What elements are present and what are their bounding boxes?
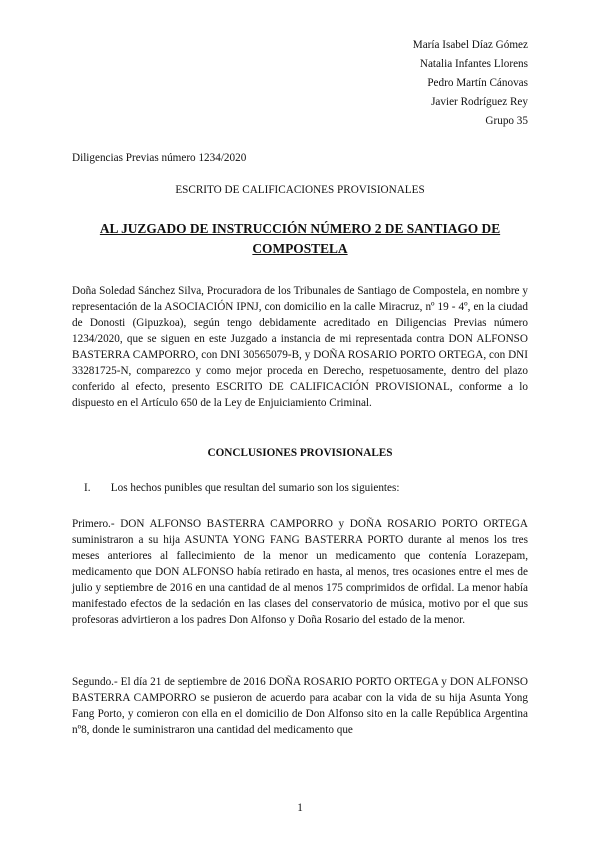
numbered-item bbox=[84, 480, 399, 496]
author-list bbox=[413, 36, 528, 131]
document-title: ESCRITO DE CALIFICACIONES PROVISIONALES bbox=[175, 184, 425, 196]
author-name: Javier Rodríguez Rey bbox=[431, 96, 528, 108]
court-heading: AL JUZGADO DE INSTRUCCIÓN NÚMERO 2 DE SANTIAGO DE COMPOSTELA bbox=[99, 221, 501, 256]
item-number: I. bbox=[84, 482, 91, 494]
author-name: María Isabel Díaz Gómez bbox=[412, 39, 528, 51]
author-name: Pedro Martín Cánovas bbox=[427, 77, 528, 89]
page-number: 1 bbox=[297, 802, 303, 814]
group-label: Grupo 35 bbox=[485, 115, 528, 127]
intro-paragraph: Doña Soledad Sánchez Silva, Procuradora de los Tribunales de Santiago de Compostela, en nombre y representación de la ASOCIACIÓN IPNJ, con domicilio en la calle Miracruz, nº 19 - 4º, en la ciudad de Donosti (Gipuzkoa), según tengo debidamente acreditado en Diligencias Previas número 1234/2020, que se siguen en este Juzgado a instancia de mi representada contra DON ALFONSO BASTERRA CAMPORRO, con DNI 30565079-B, y DOÑA ROSARIO PORTO ORTEGA, con DNI 33281725-N, comparezco y como mejor proceda en Derecho, respetuosamente, dentro del plazo conferido al efecto, presento ESCRITO DE CALIFICACIÓN PROVISIONAL, conforme a lo dispuesto en el Artículo 650 de la Ley de Enjuiciamiento Criminal. bbox=[72, 285, 528, 409]
section-heading: CONCLUSIONES PROVISIONALES bbox=[207, 447, 393, 459]
case-reference: Diligencias Previas número 1234/2020 bbox=[72, 152, 247, 164]
segundo-paragraph: Segundo.- El día 21 de septiembre de 2016 DOÑA ROSARIO PORTO ORTEGA y DON ALFONSO BASTERRA CAMPORRO se pusieron de acuerdo para acabar con la vida de su hija Asunta Yong Fang Porto, y comieron con ella en el domicilio de Don Alfonso sito en la calle República Argentina nº8, donde le suministraron una cantidad del medicamento que bbox=[72, 676, 528, 736]
author-name: Natalia Infantes Llorens bbox=[419, 58, 528, 70]
primero-paragraph: Primero.- DON ALFONSO BASTERRA CAMPORRO y DOÑA ROSARIO PORTO ORTEGA suministraron a su hija ASUNTA YONG FANG BASTERRA PORTO durante al menos los tres meses anteriores al fallecimiento de la menor un medicamento que contenía Lorazepam, medicamento que DON ALFONSO había retirado en hasta, al menos, tres ocasiones entre el mes de julio y septiembre de 2016 en una cantidad de al menos 175 comprimidos de orfidal. La menor había manifestado efectos de la sedación en las clases del conservatorio de música, motivo por el que sus profesoras advirtieron a los padres Don Alfonso y Doña Rosario del estado de la menor. bbox=[72, 518, 528, 626]
item-text: Los hechos punibles que resultan del sumario son los siguientes: bbox=[110, 482, 400, 494]
